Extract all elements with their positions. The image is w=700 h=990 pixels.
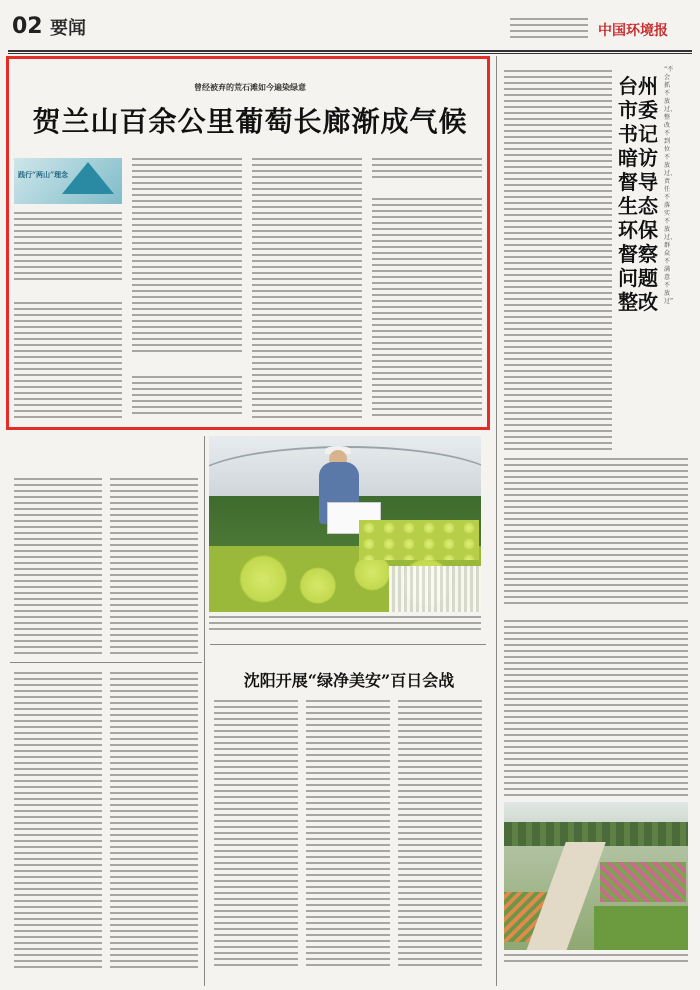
right-story-text-1 bbox=[504, 70, 612, 450]
right-story-bracket-kicker: “不会抓不放过、整改不到位不放过、责任不落实不放过、群众不满意不放过” bbox=[664, 66, 677, 305]
pear-photo-caption bbox=[209, 616, 481, 634]
lead-col2-text bbox=[132, 158, 242, 352]
garden-lawn bbox=[594, 906, 688, 950]
garden-flowerbed bbox=[600, 862, 686, 902]
masthead-info bbox=[510, 18, 588, 42]
left-story-col1 bbox=[14, 478, 102, 654]
masthead-logo: 中国环境报 bbox=[598, 23, 668, 39]
lead-col4-text-2 bbox=[372, 198, 482, 418]
right-story-headline: 台州市委书记暗访督导生态环保督察问题整改 bbox=[618, 74, 658, 314]
right-story-text-3 bbox=[504, 620, 688, 796]
lead-col1-text-2 bbox=[14, 302, 122, 418]
lead-kicker: 曾经被弃的荒石滩如今遍染绿意 bbox=[194, 82, 306, 92]
center-story-headline: 沈阳开展“绿净美安”百日会战 bbox=[243, 671, 455, 690]
left-story-col3 bbox=[14, 672, 102, 972]
right-story-text-2 bbox=[504, 458, 688, 608]
center-story-rule bbox=[210, 644, 486, 645]
left-story-col2 bbox=[110, 478, 198, 654]
crates-stack bbox=[389, 566, 481, 612]
center-story-col1 bbox=[214, 700, 298, 970]
garden-photo bbox=[504, 802, 688, 950]
campaign-logo-line1: 践行“两山”理念 bbox=[18, 170, 69, 179]
page-number: 02 bbox=[12, 14, 43, 39]
lead-col3-text bbox=[252, 158, 362, 418]
left-story-col4 bbox=[110, 672, 198, 972]
right-column-rule bbox=[496, 56, 497, 986]
lead-headline: 贺兰山百余公里葡萄长廊渐成气候 bbox=[32, 105, 468, 138]
section-title: 要闻 bbox=[50, 18, 86, 39]
lead-col4-text bbox=[372, 158, 482, 178]
lead-col1-text bbox=[14, 212, 122, 282]
center-story-col3 bbox=[398, 700, 482, 970]
mountain-icon bbox=[62, 162, 114, 194]
center-story-col2 bbox=[306, 700, 390, 970]
garden-photo-caption bbox=[504, 954, 688, 966]
pears-in-crate bbox=[359, 520, 479, 560]
left-section-rule bbox=[10, 662, 202, 663]
header-rule bbox=[8, 50, 692, 52]
lead-col2-text-2 bbox=[132, 376, 242, 418]
center-column-rule bbox=[204, 436, 205, 986]
pear-harvest-photo bbox=[209, 436, 481, 612]
header-rule-thin bbox=[8, 53, 692, 54]
